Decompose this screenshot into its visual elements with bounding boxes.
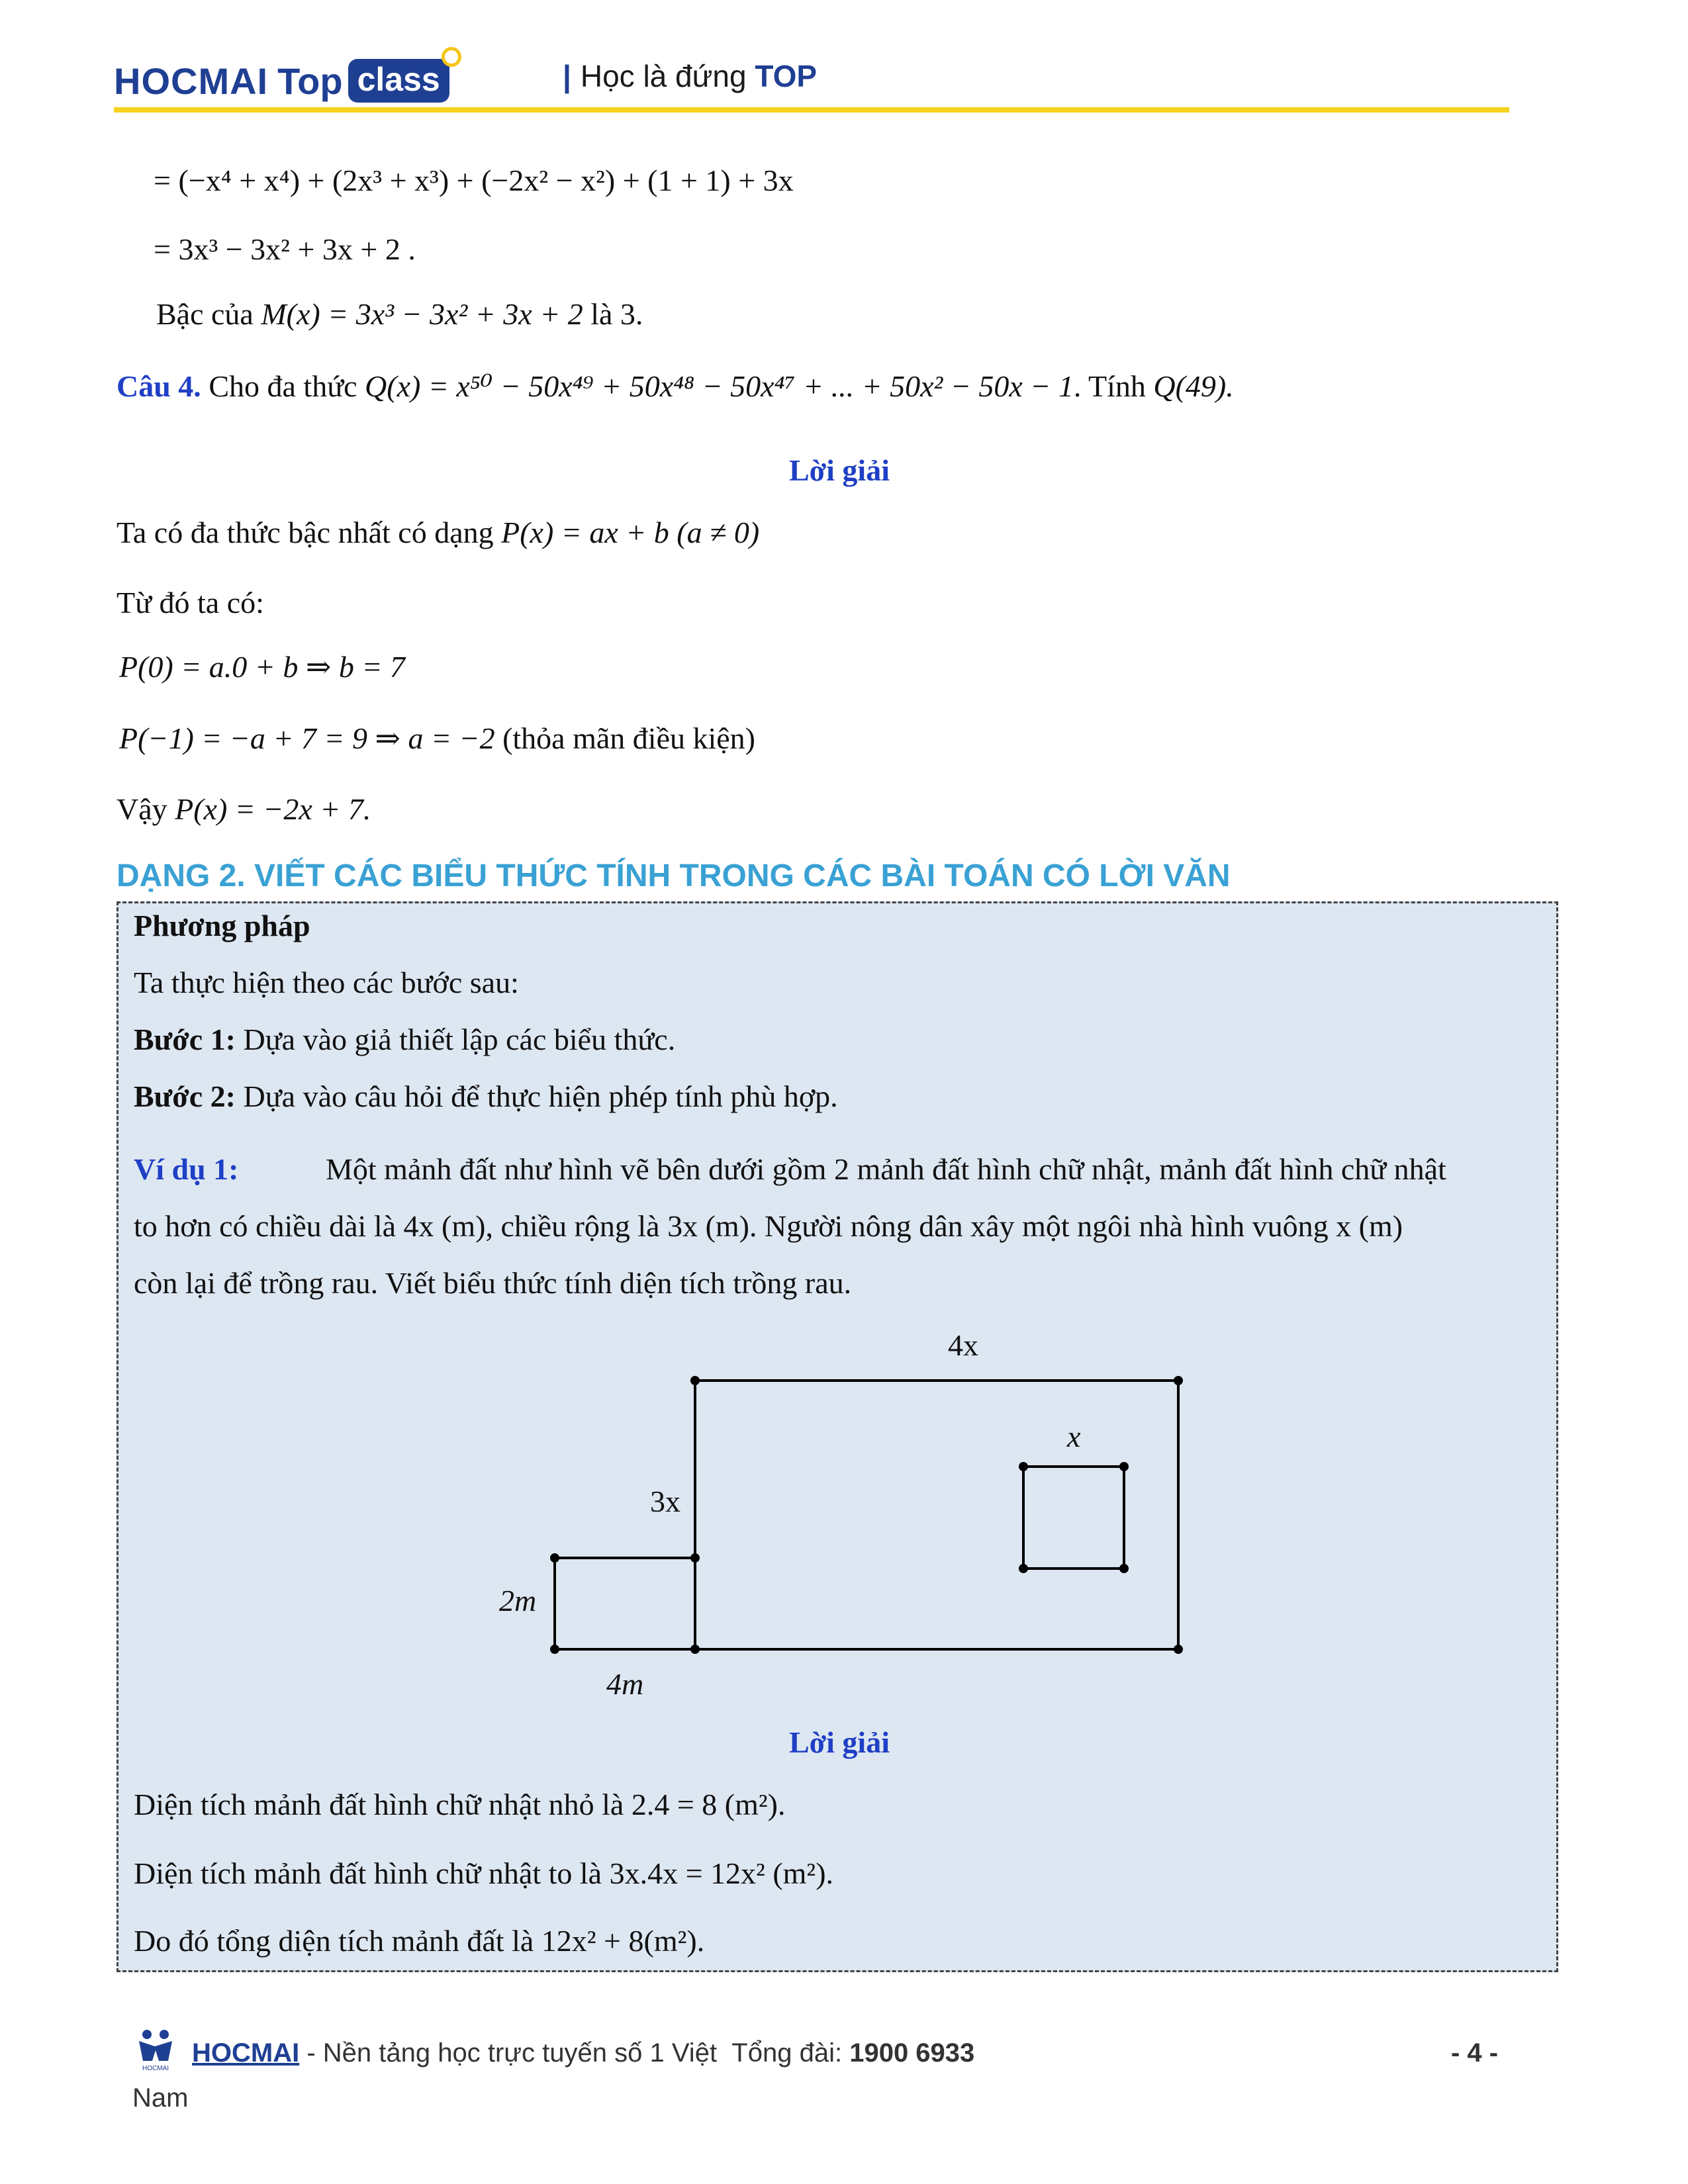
degree-prefix: Bậc của — [156, 297, 254, 331]
dang2-heading: DẠNG 2. VIẾT CÁC BIỂU THỨC TÍNH TRONG CÁC BÀI TOÁN CÓ LỜI VĂN — [117, 858, 1231, 893]
footer-brand-link[interactable]: HOCMAI — [192, 2038, 300, 2068]
footer-hotline-label: Tổng đài: — [731, 2038, 843, 2068]
example-line-2: to hơn có chiều dài là 4x (m), chiều rộng là 3x (m). Người nông dân xây một ngôi nhà hình vuông x (m) — [134, 1209, 1403, 1243]
method-step-1: Bước 1: Dựa vào giả thiết lập các biểu thức. — [134, 1023, 676, 1056]
footer-text — [132, 2038, 974, 2068]
sol1-line-1: Ta có đa thức bậc nhất có dạng P(x) = ax + b (a ≠ 0) — [117, 516, 760, 549]
example-line-3: còn lại để trồng rau. Viết biểu thức tính diện tích trồng rau. — [134, 1266, 852, 1300]
sol1-line-4: P(−1) = −a + 7 = 9 ⇒ a = −2 (thỏa mãn điều kiện) — [119, 721, 756, 755]
figure-label-x: x — [1067, 1420, 1081, 1453]
slogan-top: TOP — [755, 59, 818, 93]
sol2-line-1: Diện tích mảnh đất hình chữ nhật nhỏ là 2.4 = 8 (m²). — [134, 1788, 786, 1821]
cau4-text-a: Cho đa thức — [209, 369, 357, 403]
svg-text:HOCMAI: HOCMAI — [142, 2065, 169, 2072]
logo-class: class — [348, 59, 449, 103]
cau4-label: Câu 4. — [117, 369, 201, 403]
sol2-line-2: Diện tích mảnh đất hình chữ nhật to là 3x.4x = 12x² (m²). — [134, 1856, 834, 1890]
prev-solution-line-2: = 3x³ − 3x² + 3x + 2 . — [154, 232, 416, 266]
large-rectangle — [695, 1381, 1178, 1649]
sol1-line-5: Vậy P(x) = −2x + 7. — [117, 792, 371, 826]
cau4-text-b: . Tính — [1073, 369, 1146, 403]
logo-brand: HOCMAI — [114, 60, 269, 102]
prev-solution-line-1: = (−x⁴ + x⁴) + (2x³ + x³) + (−2x² − x²) + (1 + 1) + 3x — [154, 163, 794, 197]
figure-label-4m: 4m — [606, 1667, 644, 1701]
footer-tagline: - Nền tảng học trực tuyến số 1 Việt — [306, 2038, 718, 2068]
figure-label-4x: 4x — [948, 1328, 978, 1362]
loi-giai-heading-2: Lời giải — [789, 1725, 890, 1759]
degree-suffix: là 3. — [590, 297, 643, 331]
method-title: Phương pháp — [134, 909, 310, 942]
method-intro: Ta thực hiện theo các bước sau: — [134, 966, 519, 999]
sol2-line-3: Do đó tổng diện tích mảnh đất là 12x² + 8(m²). — [134, 1924, 705, 1958]
slogan-prefix: Học là đứng — [580, 59, 747, 93]
sol1-line-2: Từ đó ta có: — [117, 586, 264, 619]
method-step-2: Bước 2: Dựa vào câu hỏi để thực hiện phép tính phù hợp. — [134, 1079, 838, 1113]
figure-label-3x: 3x — [650, 1484, 680, 1518]
page-number: - 4 - — [1451, 2038, 1499, 2068]
logo-top: Top — [277, 60, 343, 102]
cau4-target: Q(49). — [1153, 369, 1234, 403]
sol1-line-3: P(0) = a.0 + b ⇒ b = 7 — [119, 650, 405, 684]
footer-hotline: 1900 6933 — [849, 2038, 975, 2068]
header-slogan: | Học là đứng TOP — [563, 59, 818, 93]
figure-label-2m: 2m — [499, 1584, 537, 1617]
small-rectangle — [555, 1558, 695, 1649]
degree-expr: M(x) = 3x³ − 3x² + 3x + 2 — [261, 297, 583, 331]
footer-continued: Nam — [132, 2083, 189, 2113]
example-line-1: Ví dụ 1: Một mảnh đất như hình vẽ bên dưới gồm 2 mảnh đất hình chữ nhật, mảnh đất hình chữ nhật — [134, 1152, 1446, 1186]
example-label: Ví dụ 1: — [134, 1152, 239, 1186]
house-square — [1023, 1467, 1124, 1569]
cau4-expr: Q(x) = x⁵⁰ − 50x⁴⁹ + 50x⁴⁸ − 50x⁴⁷ + ... + 50x² − 50x − 1 — [365, 369, 1074, 403]
loi-giai-heading-1: Lời giải — [789, 453, 890, 487]
